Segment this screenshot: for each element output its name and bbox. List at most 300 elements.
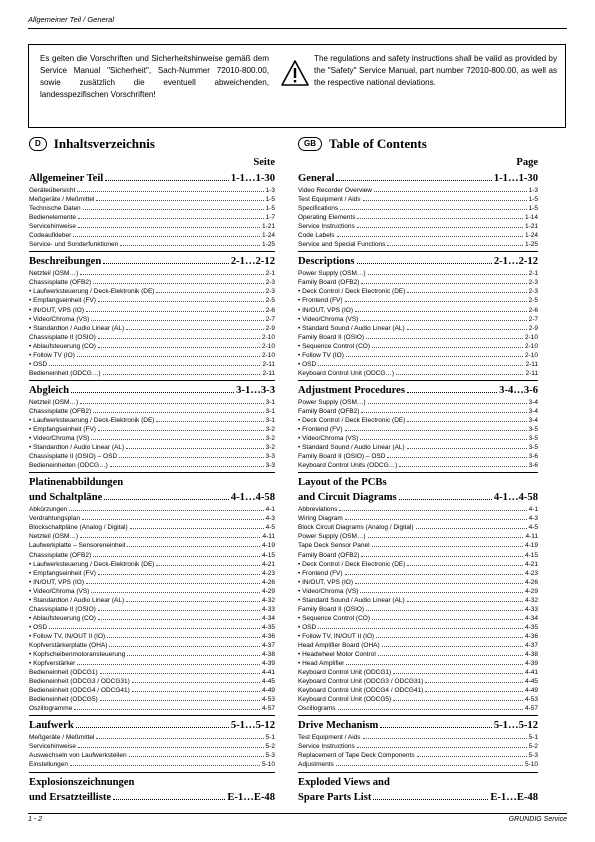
toc-entry [29, 213, 275, 222]
toc-entry [29, 425, 275, 434]
entry-page: 4-5 [528, 524, 538, 532]
toc-sections-de [29, 171, 275, 805]
dot-leader [78, 747, 264, 748]
entry-title: Geräteübersicht [29, 187, 76, 194]
entry-page: 2-6 [528, 306, 538, 314]
toc-entry [29, 551, 275, 560]
toc-heading-de [29, 134, 275, 154]
toc-entry [29, 443, 275, 452]
entry-title: Service- und Sonderfunktionen [29, 241, 119, 249]
dot-leader [86, 583, 260, 584]
toc-heading-gb [298, 134, 538, 154]
entry-title: Test Equipment / Aids [298, 196, 361, 204]
dot-leader [129, 756, 264, 757]
toc-entry [298, 416, 538, 425]
section-title: Spare Parts List [298, 791, 372, 803]
dot-leader [78, 218, 264, 219]
entry-title: Bedieneinheit (ODCG3 / ODCG31) [29, 678, 130, 686]
dot-leader [156, 292, 263, 293]
dot-leader [73, 236, 260, 237]
entry-page: 4-53 [261, 696, 275, 704]
dot-leader [366, 610, 523, 611]
toc-title-de: Inhaltsverzeichnis [53, 136, 155, 151]
dot-leader [76, 727, 229, 728]
entry-page: 3-1 [265, 398, 275, 406]
entry-page: 4-39 [261, 660, 275, 668]
dot-leader [71, 392, 234, 393]
entry-title: Family Board (OFB2) [298, 551, 360, 559]
dot-leader [374, 191, 527, 192]
dot-leader [318, 628, 523, 629]
section-heading [29, 718, 275, 733]
entry-title: • Follow TV, IN/OUT II (IO) [29, 632, 106, 640]
toc-entry [29, 760, 275, 769]
toc-entry [29, 733, 275, 742]
toc-entry [298, 560, 538, 569]
entry-title: Bedienelemente [29, 214, 76, 222]
entry-page: 2-11 [262, 369, 275, 377]
section-title: General [298, 173, 335, 184]
toc-entry [29, 605, 275, 614]
section-page-range: 2-1…2-12 [493, 256, 538, 268]
toc-entry [29, 351, 275, 360]
dot-leader [345, 301, 527, 302]
entry-page: 4-36 [524, 632, 538, 640]
entry-title: Bedieneinheit (ODCG4 / ODCG41) [29, 687, 130, 695]
entry-page: 4-38 [261, 651, 275, 659]
toc-entry [298, 269, 538, 278]
entry-title: Keyboard Control Units (ODCG…) [298, 462, 398, 470]
dot-leader [83, 209, 264, 210]
entry-title: • Deck Control / Deck Electronic (DE) [298, 288, 406, 296]
toc-entry [298, 407, 538, 416]
section-page-range: E-1…E-48 [227, 791, 275, 803]
entry-page: 4-57 [524, 705, 538, 713]
section-title: Drive Mechanism [298, 720, 379, 732]
dot-leader [130, 528, 264, 529]
dot-leader [387, 245, 523, 246]
toc-entry [298, 632, 538, 641]
toc-entry [298, 569, 538, 578]
section-page-range: E-1…E-48 [490, 791, 538, 803]
toc-entry [29, 287, 275, 296]
entry-page: 4-1 [528, 506, 538, 514]
toc-entry [29, 186, 275, 195]
entry-title: Laufwerkplatte – Sensoreneinheit [29, 542, 126, 550]
dot-leader [372, 619, 523, 620]
section-title: und Schaltpläne [29, 492, 103, 504]
entry-title: • Laufwerksteuerung / Deck-Elektronik (DE) [29, 288, 155, 296]
toc-column-gb [298, 134, 538, 805]
dot-leader [98, 301, 264, 302]
dot-leader [346, 664, 523, 665]
entry-page: 4-26 [524, 578, 538, 586]
dot-leader [96, 738, 263, 739]
dot-leader [372, 546, 523, 547]
toc-entry [298, 677, 538, 686]
dot-leader [127, 655, 260, 656]
dot-leader [100, 673, 260, 674]
section-heading [298, 790, 538, 805]
toc-entry [29, 541, 275, 550]
dot-leader [407, 448, 527, 449]
entry-title: Service Instructions [298, 743, 355, 751]
entry-page: 4-49 [261, 687, 275, 695]
toc-entry [298, 587, 538, 596]
entry-title: • Standard Sound / Audio Linear (AL) [298, 596, 405, 604]
toc-entry [29, 240, 275, 249]
section-title: Descriptions [298, 256, 355, 268]
toc-entry [29, 751, 275, 760]
dot-leader [98, 574, 260, 575]
entry-page: 2-7 [528, 315, 538, 323]
dot-leader [49, 365, 260, 366]
toc-entry [29, 369, 275, 378]
entry-page: 4-21 [261, 560, 275, 568]
toc-entry [29, 296, 275, 305]
section-title: Allgemeiner Teil [29, 173, 104, 184]
entry-title: • Follow TV (IO) [29, 351, 75, 359]
entry-page: 4-23 [261, 569, 275, 577]
entry-page: 4-32 [261, 596, 275, 604]
section-divider [298, 715, 538, 716]
toc-entry [29, 614, 275, 623]
entry-title: Power Supply (OSM…) [298, 533, 366, 541]
entry-title: • IN/OUT, VPS (IO) [298, 306, 354, 314]
entry-page: 1-25 [261, 241, 275, 249]
entry-page: 3-4 [528, 407, 538, 415]
toc-entry [298, 186, 538, 195]
toc-entry [298, 551, 538, 560]
entry-title: • Standardton / Audio Linear (AL) [29, 444, 125, 452]
entry-title: Service Instructions [298, 223, 355, 231]
entry-title: • Follow TV, IN/OUT II (IO) [298, 632, 375, 640]
entry-title: • Head Amplifier [298, 660, 345, 668]
dot-leader [103, 374, 261, 375]
entry-title: • IN/OUT, VPS (IO) [29, 578, 85, 586]
dot-leader [346, 356, 523, 357]
toc-entry [298, 360, 538, 369]
language-badge-de: D [29, 137, 47, 151]
section-heading [298, 254, 538, 269]
entry-page: 4-35 [524, 623, 538, 631]
entry-page: 4-39 [524, 660, 538, 668]
entry-page: 2-7 [265, 315, 275, 323]
entry-page: 1-5 [265, 205, 275, 213]
toc-entry [298, 306, 538, 315]
toc-entry [29, 650, 275, 659]
dot-leader [361, 556, 523, 557]
section-title-line1: Layout of the PCBs [298, 477, 387, 489]
dot-leader [366, 338, 523, 339]
dot-leader [407, 329, 527, 330]
header-breadcrumb: Allgemeiner Teil / General [28, 15, 115, 24]
dot-leader [407, 292, 526, 293]
dot-leader [396, 374, 523, 375]
entry-page: 4-15 [261, 551, 275, 559]
entry-page: 3-3 [265, 462, 275, 470]
entry-title: • Deck Control / Deck Electronic (DE) [298, 416, 406, 424]
dot-leader [70, 765, 260, 766]
toc-entry [29, 641, 275, 650]
entry-page: 4-37 [261, 641, 275, 649]
dot-leader [77, 664, 260, 665]
toc-entry [29, 407, 275, 416]
toc-entry [29, 596, 275, 605]
dot-leader [363, 200, 527, 201]
entry-title: Einstellungen [29, 761, 69, 769]
entry-title: • Headwheel Motor Control [298, 651, 376, 659]
entry-title: Family Board II (OSIO) [298, 333, 365, 341]
section-heading [298, 490, 538, 505]
notice-text-en: The regulations and safety instructions shall be valid as provided by the "Safety" Service Manual, part number 72010-800.00, as well as the respective national deviations. [314, 54, 557, 87]
dot-leader [355, 311, 527, 312]
entry-page: 4-29 [524, 587, 538, 595]
entry-title: • Empfangseinheit (FV) [29, 426, 96, 434]
toc-entry [298, 351, 538, 360]
entry-page: 4-5 [265, 524, 275, 532]
dot-leader [100, 700, 260, 701]
warning-triangle-icon [280, 59, 310, 92]
entry-page: 4-21 [524, 560, 538, 568]
entry-page: 2-11 [525, 360, 538, 368]
toc-entry [29, 222, 275, 231]
entry-page: 4-41 [524, 669, 538, 677]
entry-page: 2-1 [265, 270, 275, 278]
section-divider [29, 472, 275, 473]
section-divider [298, 472, 538, 473]
language-badge-gb: GB [298, 137, 322, 151]
entry-title: Netzteil (OSM…) [29, 270, 79, 278]
section-page-range: 2-1…2-12 [230, 256, 275, 268]
entry-title: • Video/Chroma (VS) [29, 587, 90, 595]
dot-leader [399, 466, 526, 467]
section-page-range: 5-1…5-12 [493, 720, 538, 732]
entry-page: 5-1 [528, 734, 538, 742]
page-header [28, 13, 567, 29]
entry-page: 4-3 [528, 515, 538, 523]
dot-leader [361, 412, 526, 413]
entry-page: 1-21 [261, 223, 275, 231]
toc-entry [298, 222, 538, 231]
entry-title: Netzteil (OSM…) [29, 533, 79, 541]
dot-leader [407, 392, 497, 393]
toc-entry [298, 686, 538, 695]
toc-entry [29, 231, 275, 240]
toc-entry [298, 195, 538, 204]
section-heading [29, 254, 275, 269]
entry-page: 3-5 [528, 444, 538, 452]
entry-page: 4-19 [524, 542, 538, 550]
dot-leader [120, 245, 260, 246]
entry-title: Servicehinweise [29, 743, 76, 751]
section-page-range: 3-1…3-3 [236, 384, 275, 396]
entry-page: 2-11 [262, 360, 275, 368]
entry-page: 1-5 [528, 196, 538, 204]
toc-entry [298, 296, 538, 305]
entry-page: 3-2 [265, 426, 275, 434]
section-divider [298, 772, 538, 773]
page-column-label-de: Seite [253, 157, 275, 168]
toc-entry [298, 733, 538, 742]
footer-brand: GRUNDIG Service [508, 816, 567, 823]
entry-page: 3-1 [265, 407, 275, 415]
entry-page: 2-9 [528, 324, 538, 332]
dot-leader [107, 637, 260, 638]
dot-leader [93, 283, 263, 284]
toc-entry [298, 751, 538, 760]
toc-entry [298, 623, 538, 632]
entry-title: Chassisplatte II (OSIO) – OSD [29, 453, 118, 461]
dot-leader [96, 200, 263, 201]
entry-page: 1-24 [524, 232, 538, 240]
dot-leader [98, 610, 260, 611]
entry-page: 4-35 [261, 623, 275, 631]
entry-title: Netzteil (OSM…) [29, 398, 79, 406]
toc-entry [29, 315, 275, 324]
entry-title: Family Board II (OSIO) – OSD [298, 453, 386, 461]
entry-title: • IN/OUT, VPS (IO) [298, 578, 354, 586]
entry-title: Chassisplatte (OFB2) [29, 551, 92, 559]
entry-page: 1-14 [524, 214, 538, 222]
entry-title: Oszillogramme [29, 705, 73, 713]
toc-entry [29, 505, 275, 514]
entry-title: Keyboard Control Unit (ODCG3 / ODCG31) [298, 678, 424, 686]
entry-page: 1-21 [524, 223, 538, 231]
toc-entry [298, 514, 538, 523]
toc-entry [298, 532, 538, 541]
entry-page: 2-5 [265, 297, 275, 305]
entry-page: 4-34 [261, 614, 275, 622]
entry-title: • Video/Chroma (VS) [298, 587, 359, 595]
entry-title: • Standard Sound / Audio Linear (AL) [298, 324, 405, 332]
dot-leader [360, 592, 523, 593]
entry-title: • Ablaufsteuerung (CO) [29, 342, 96, 350]
toc-entry [298, 641, 538, 650]
entry-title: Keyboard Control Unit (ODCG5) [298, 696, 392, 704]
toc-entry [29, 523, 275, 532]
entry-page: 4-53 [524, 696, 538, 704]
toc-entry [29, 195, 275, 204]
dot-leader [407, 601, 523, 602]
toc-entry [298, 523, 538, 532]
entry-page: 3-5 [528, 426, 538, 434]
section-page-range: 1-1…1-30 [493, 173, 538, 184]
entry-title: Replacement of Tape Deck Components [298, 752, 415, 760]
section-title: Adjustment Procedures [298, 384, 406, 396]
entry-page: 4-34 [524, 614, 538, 622]
toc-entry [29, 398, 275, 407]
toc-entry [298, 541, 538, 550]
entry-title: Specifications [298, 205, 339, 213]
entry-page: 2-3 [265, 288, 275, 296]
entry-title: Code Labels [298, 232, 335, 240]
entry-title: Servicehinweise [29, 223, 76, 231]
dot-leader [98, 347, 260, 348]
entry-title: • Video/Chroma (VS) [298, 435, 359, 443]
entry-title: • OSD [298, 360, 317, 368]
section-heading [298, 718, 538, 733]
toc-entry [29, 560, 275, 569]
toc-title-gb: Table of Contents [329, 136, 427, 151]
entry-page: 4-38 [524, 651, 538, 659]
entry-page: 5-2 [528, 743, 538, 751]
entry-page: 3-2 [265, 435, 275, 443]
section-divider [29, 251, 275, 252]
entry-page: 4-33 [261, 605, 275, 613]
dot-leader [340, 209, 526, 210]
dot-leader [119, 457, 263, 458]
section-page-range: 4-1…4-58 [230, 492, 275, 504]
dot-leader [372, 347, 523, 348]
entry-page: 1-3 [528, 187, 538, 194]
section-divider [298, 380, 538, 381]
section-heading [298, 383, 538, 398]
entry-title: Power Supply (OSM…) [298, 270, 366, 278]
dot-leader [368, 274, 527, 275]
entry-page: 5-10 [261, 761, 275, 769]
dot-leader [368, 403, 527, 404]
entry-page: 4-45 [524, 678, 538, 686]
entry-page: 5-10 [524, 761, 538, 769]
dot-leader [416, 528, 527, 529]
entry-page: 2-10 [524, 342, 538, 350]
toc-entry [29, 587, 275, 596]
dot-leader [113, 799, 225, 800]
toc-entry [298, 760, 538, 769]
toc-entry [298, 287, 538, 296]
toc-entry [298, 614, 538, 623]
entry-title: • Follow TV (IO) [298, 351, 344, 359]
dot-leader [387, 457, 526, 458]
entry-title: • Ablaufsteuerung (CO) [29, 614, 96, 622]
entry-page: 4-29 [261, 587, 275, 595]
entry-title: Keyboard Control Unit (ODCG…) [298, 369, 395, 377]
entry-title: Power Supply (OSM…) [298, 398, 366, 406]
dot-leader [407, 565, 523, 566]
section-page-range: 1-1…1-30 [230, 173, 275, 184]
toc-entry [29, 578, 275, 587]
notice-text-de: Es gelten die Vorschriften und Sicherheitshinweise gemäß dem Service Manual "Sicherheit", Sach-Nummer 72010-800.00, sowie zusätzlich die eventuell abweichenden, landesspezifischen Vorschriften! [40, 54, 269, 99]
entry-title: Technische Daten [29, 205, 81, 213]
dot-leader [336, 765, 523, 766]
entry-title: Abbreviations [298, 506, 338, 514]
entry-page: 1-3 [265, 187, 275, 194]
dot-leader [98, 619, 260, 620]
dot-leader [357, 263, 492, 264]
entry-title: • Sequence Control (CO) [298, 614, 371, 622]
dot-leader [103, 263, 229, 264]
dot-leader [361, 283, 526, 284]
toc-entry [29, 686, 275, 695]
section-title: Abgleich [29, 384, 70, 396]
entry-page: 3-5 [528, 435, 538, 443]
entry-page: 1-24 [261, 232, 275, 240]
section-heading [29, 171, 275, 186]
entry-page: 1-5 [528, 205, 538, 213]
entry-title: • Frontend (FV) [298, 569, 343, 577]
entry-page: 4-26 [261, 578, 275, 586]
entry-page: 3-6 [528, 462, 538, 470]
toc-sections-gb [298, 171, 538, 805]
dot-leader [376, 637, 523, 638]
toc-entry [298, 398, 538, 407]
toc-entry [298, 704, 538, 713]
entry-page: 2-9 [265, 324, 275, 332]
entry-page: 1-7 [265, 214, 275, 222]
page-column-label-gb: Page [516, 157, 538, 168]
entry-title: • OSD [29, 360, 48, 368]
